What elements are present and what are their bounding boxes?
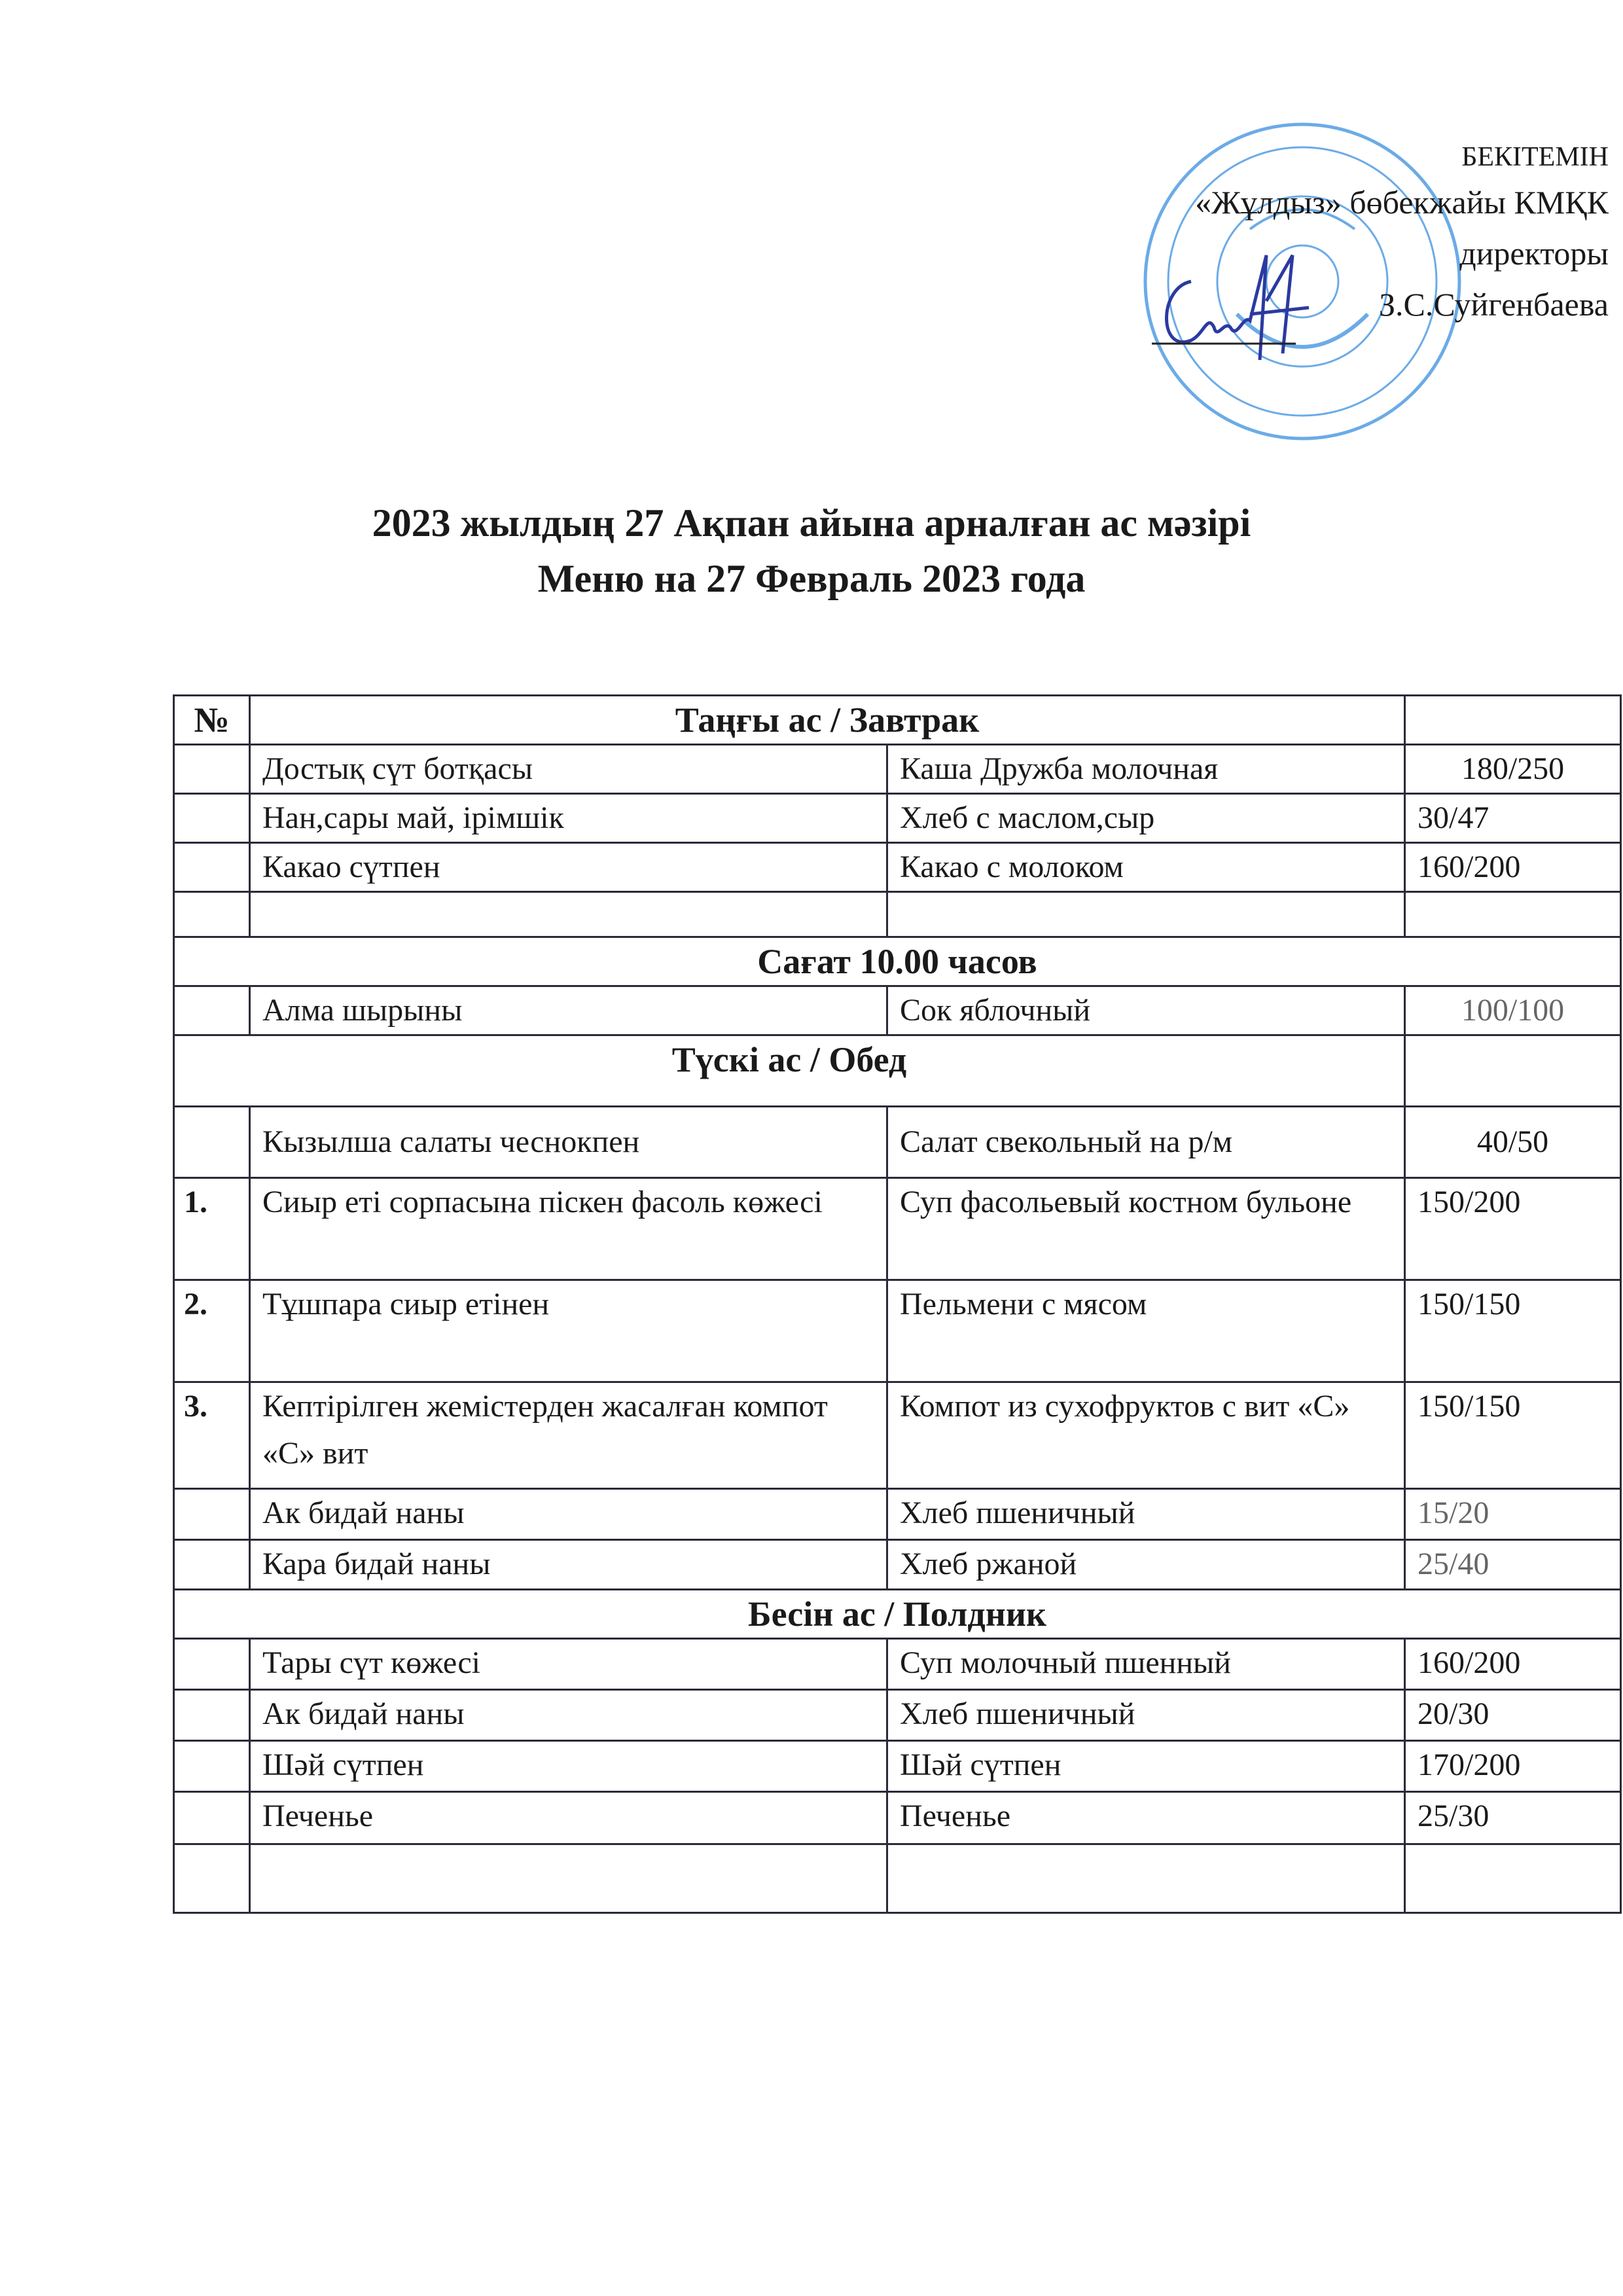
table-row <box>174 794 1621 843</box>
snack-header: Сағат 10.00 часов <box>174 937 1621 986</box>
dish-kz: Ак бидай наны <box>250 1690 887 1741</box>
dish-ru: Суп фасольевый костном бульоне <box>887 1178 1405 1280</box>
row-number: 3. <box>174 1382 250 1489</box>
snack-header-row <box>174 937 1621 986</box>
dish-kz: Нан,сары май, ірімшік <box>250 794 887 843</box>
empty-cell <box>887 1844 1405 1913</box>
portion: 150/200 <box>1405 1178 1621 1280</box>
dish-ru: Суп молочный пшенный <box>887 1639 1405 1690</box>
table-row <box>174 1792 1621 1844</box>
number-header: № <box>174 696 250 745</box>
table-row <box>174 745 1621 794</box>
dish-kz: Достық сүт ботқасы <box>250 745 887 794</box>
empty-row <box>174 1844 1621 1913</box>
portion: 40/50 <box>1405 1107 1621 1178</box>
dish-kz: Ак бидай наны <box>250 1489 887 1540</box>
empty-cell <box>174 892 250 937</box>
lunch-header: Түскі ас / Обед <box>174 1035 1405 1107</box>
dish-ru: Хлеб ржаной <box>887 1540 1405 1590</box>
dish-kz: Сиыр еті сорпасына піскен фасоль көжесі <box>250 1178 887 1280</box>
dish-ru: Хлеб пшеничный <box>887 1690 1405 1741</box>
portion: 25/40 <box>1405 1540 1621 1590</box>
title-ru: Меню на 27 Февраль 2023 года <box>537 557 1086 600</box>
empty-cell <box>174 1741 250 1792</box>
row-number: 2. <box>174 1280 250 1382</box>
table-row <box>174 1690 1621 1741</box>
empty-cell <box>1405 1035 1621 1107</box>
breakfast-header-row <box>174 696 1621 745</box>
empty-cell <box>174 986 250 1035</box>
portion: 15/20 <box>1405 1489 1621 1540</box>
table-row <box>174 1178 1621 1280</box>
empty-cell <box>174 1844 250 1913</box>
table-row <box>174 1382 1621 1489</box>
empty-cell <box>250 892 887 937</box>
dish-ru: Компот из сухофруктов с вит «С» <box>887 1382 1405 1489</box>
row-number <box>174 1107 250 1178</box>
dish-ru: Хлеб пшеничный <box>887 1489 1405 1540</box>
empty-cell <box>174 745 250 794</box>
row-number <box>174 1540 250 1590</box>
portion: 25/30 <box>1405 1792 1621 1844</box>
approval-organization: «Жұлдыз» бөбекжайы КМҚК <box>1195 184 1609 221</box>
empty-cell <box>1405 1844 1621 1913</box>
empty-cell <box>174 1690 250 1741</box>
dish-kz: Кептірілген жемістерден жасалған компот «С» вит <box>250 1382 887 1489</box>
approval-position: директоры <box>1459 235 1609 272</box>
empty-cell <box>887 892 1405 937</box>
portion: 180/250 <box>1405 745 1621 794</box>
title-kz: 2023 жылдың 27 Ақпан айына арналған ас мәзірі <box>372 501 1251 545</box>
empty-cell <box>174 843 250 892</box>
dish-kz: Какао сүтпен <box>250 843 887 892</box>
breakfast-header: Таңғы ас / Завтрак <box>250 696 1405 745</box>
row-number: 1. <box>174 1178 250 1280</box>
table-row <box>174 986 1621 1035</box>
dish-kz: Тары сүт көжесі <box>250 1639 887 1690</box>
empty-cell <box>174 1792 250 1844</box>
dish-ru: Салат свекольный на р/м <box>887 1107 1405 1178</box>
empty-cell <box>174 1639 250 1690</box>
dish-ru: Сок яблочный <box>887 986 1405 1035</box>
empty-cell <box>174 794 250 843</box>
empty-cell <box>250 1844 887 1913</box>
dish-ru: Шәй сүтпен <box>887 1741 1405 1792</box>
table-row <box>174 1741 1621 1792</box>
table-row <box>174 1280 1621 1382</box>
portion: 170/200 <box>1405 1741 1621 1792</box>
dish-kz: Тұшпара сиыр етінен <box>250 1280 887 1382</box>
table-row <box>174 843 1621 892</box>
lunch-header-row <box>174 1035 1621 1107</box>
portion: 160/200 <box>1405 1639 1621 1690</box>
dish-kz: Алма шырыны <box>250 986 887 1035</box>
portion: 150/150 <box>1405 1382 1621 1489</box>
row-number <box>174 1489 250 1540</box>
table-row <box>174 1107 1621 1178</box>
dish-kz: Шәй сүтпен <box>250 1741 887 1792</box>
portion: 20/30 <box>1405 1690 1621 1741</box>
empty-cell <box>1405 696 1621 745</box>
portion: 100/100 <box>1405 986 1621 1035</box>
menu-table <box>173 694 1622 1914</box>
approval-heading: БЕКІТЕМІН <box>1461 142 1609 172</box>
dish-ru: Хлеб с маслом,сыр <box>887 794 1405 843</box>
table-row <box>174 1639 1621 1690</box>
dish-ru: Печенье <box>887 1792 1405 1844</box>
dish-ru: Каша Дружба молочная <box>887 745 1405 794</box>
afternoon-header-row <box>174 1590 1621 1639</box>
approval-block <box>1195 137 1609 330</box>
afternoon-header: Бесін ас / Полдник <box>174 1590 1621 1639</box>
dish-kz: Кара бидай наны <box>250 1540 887 1590</box>
dish-kz: Печенье <box>250 1792 887 1844</box>
approval-name: З.С.Суйгенбаева <box>1378 286 1609 323</box>
dish-ru: Пельмени с мясом <box>887 1280 1405 1382</box>
empty-row <box>174 892 1621 937</box>
dish-kz: Кызылша салаты чеснокпен <box>250 1107 887 1178</box>
portion: 150/150 <box>1405 1280 1621 1382</box>
table-row <box>174 1489 1621 1540</box>
empty-cell <box>1405 892 1621 937</box>
dish-ru: Какао с молоком <box>887 843 1405 892</box>
table-row <box>174 1540 1621 1590</box>
portion: 30/47 <box>1405 794 1621 843</box>
portion: 160/200 <box>1405 843 1621 892</box>
